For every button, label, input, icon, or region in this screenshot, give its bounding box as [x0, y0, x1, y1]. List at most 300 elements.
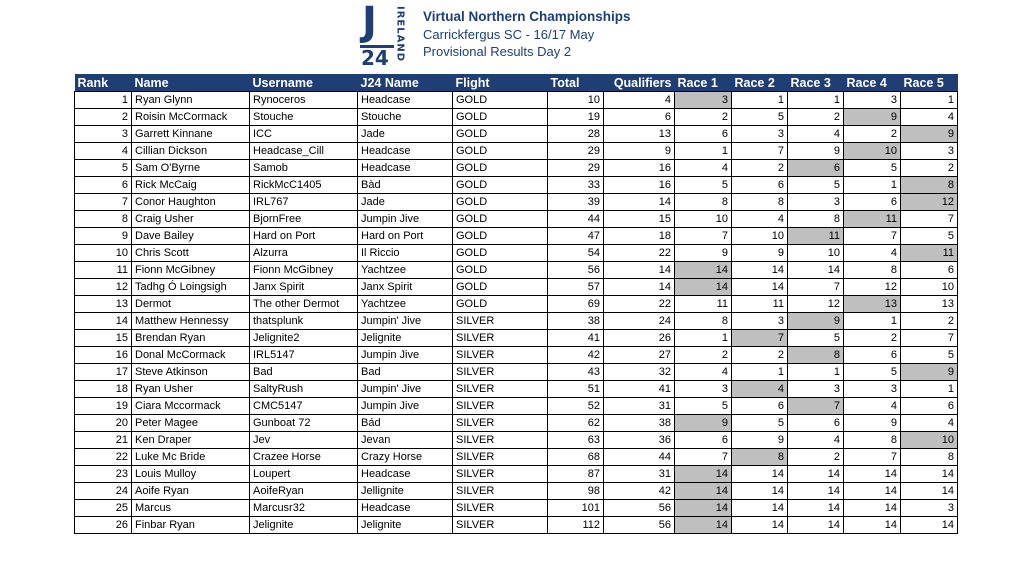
cell-flight: GOLD — [453, 194, 548, 211]
cell-rank: 8 — [75, 211, 132, 228]
cell-rank: 7 — [75, 194, 132, 211]
cell-rank: 25 — [75, 500, 132, 517]
cell-name: Garrett Kinnane — [132, 126, 250, 143]
cell-flight: SILVER — [453, 398, 548, 415]
cell-rank: 5 — [75, 160, 132, 177]
cell-race-1: 14 — [675, 262, 732, 279]
cell-race-4: 8 — [844, 262, 901, 279]
cell-flight: SILVER — [453, 449, 548, 466]
cell-race-3: 6 — [788, 160, 844, 177]
cell-flight: SILVER — [453, 432, 548, 449]
cell-race-5: 7 — [901, 330, 958, 347]
cell-race-5: 13 — [901, 296, 958, 313]
cell-qualifiers: 44 — [604, 449, 675, 466]
table-row — [75, 160, 958, 177]
cell-username: Loupert — [250, 466, 358, 483]
cell-race-1: 11 — [675, 296, 732, 313]
cell-name: Sam O'Byrne — [132, 160, 250, 177]
cell-name: Matthew Hennessy — [132, 313, 250, 330]
cell-rank: 21 — [75, 432, 132, 449]
cell-race-4: 7 — [844, 228, 901, 245]
cell-rank: 14 — [75, 313, 132, 330]
cell-username: ICC — [250, 126, 358, 143]
cell-qualifiers: 14 — [604, 279, 675, 296]
column-header-race-4: Race 4 — [844, 74, 901, 92]
column-header-flight: Flight — [453, 74, 548, 92]
cell-total: 56 — [548, 262, 604, 279]
cell-race-3: 11 — [788, 228, 844, 245]
cell-race-3: 2 — [788, 449, 844, 466]
cell-race-5: 4 — [901, 109, 958, 126]
cell-race-5: 2 — [901, 313, 958, 330]
cell-username: RickMcC1405 — [250, 177, 358, 194]
table-row — [75, 347, 958, 364]
cell-race-5: 8 — [901, 449, 958, 466]
cell-username: CMC5147 — [250, 398, 358, 415]
table-row — [75, 449, 958, 466]
column-header-race-2: Race 2 — [732, 74, 788, 92]
cell-race-1: 5 — [675, 398, 732, 415]
column-header-rank: Rank — [75, 74, 132, 92]
cell-name: Conor Haughton — [132, 194, 250, 211]
cell-race-2: 4 — [732, 381, 788, 398]
cell-rank: 22 — [75, 449, 132, 466]
cell-username: IRL767 — [250, 194, 358, 211]
cell-username: Bad — [250, 364, 358, 381]
cell-name: Ken Draper — [132, 432, 250, 449]
cell-rank: 1 — [75, 92, 132, 109]
table-row — [75, 296, 958, 313]
cell-race-4: 14 — [844, 517, 901, 534]
cell-j24-name: Yachtzee — [358, 262, 453, 279]
table-row — [75, 381, 958, 398]
cell-race-1: 14 — [675, 500, 732, 517]
cell-race-5: 6 — [901, 398, 958, 415]
cell-race-1: 4 — [675, 364, 732, 381]
cell-j24-name: Jellignite — [358, 483, 453, 500]
cell-flight: GOLD — [453, 143, 548, 160]
cell-flight: GOLD — [453, 279, 548, 296]
table-row — [75, 194, 958, 211]
cell-flight: SILVER — [453, 466, 548, 483]
table-row — [75, 92, 958, 109]
cell-race-1: 3 — [675, 381, 732, 398]
cell-race-4: 1 — [844, 313, 901, 330]
table-row — [75, 126, 958, 143]
cell-flight: GOLD — [453, 126, 548, 143]
cell-race-3: 14 — [788, 262, 844, 279]
cell-race-2: 5 — [732, 109, 788, 126]
cell-j24-name: Headcase — [358, 143, 453, 160]
cell-username: Hard on Port — [250, 228, 358, 245]
cell-race-3: 5 — [788, 177, 844, 194]
cell-name: Roisin McCormack — [132, 109, 250, 126]
cell-total: 69 — [548, 296, 604, 313]
cell-flight: GOLD — [453, 160, 548, 177]
cell-race-3: 3 — [788, 194, 844, 211]
cell-race-1: 14 — [675, 483, 732, 500]
cell-name: Peter Magee — [132, 415, 250, 432]
cell-race-5: 11 — [901, 245, 958, 262]
cell-race-4: 5 — [844, 160, 901, 177]
cell-race-1: 10 — [675, 211, 732, 228]
cell-race-4: 14 — [844, 483, 901, 500]
cell-race-5: 1 — [901, 92, 958, 109]
table-row — [75, 398, 958, 415]
cell-race-3: 1 — [788, 92, 844, 109]
logo-country: IRELAND — [394, 5, 406, 63]
cell-total: 51 — [548, 381, 604, 398]
cell-name: Craig Usher — [132, 211, 250, 228]
cell-race-2: 8 — [732, 194, 788, 211]
cell-username: AoifeRyan — [250, 483, 358, 500]
cell-race-4: 1 — [844, 177, 901, 194]
cell-username: Gunboat 72 — [250, 415, 358, 432]
cell-race-3: 10 — [788, 245, 844, 262]
cell-username: SaltyRush — [250, 381, 358, 398]
cell-race-3: 5 — [788, 330, 844, 347]
cell-total: 112 — [548, 517, 604, 534]
cell-race-5: 14 — [901, 466, 958, 483]
table-row — [75, 364, 958, 381]
cell-race-3: 2 — [788, 109, 844, 126]
cell-name: Finbar Ryan — [132, 517, 250, 534]
cell-username: Stouche — [250, 109, 358, 126]
cell-username: Janx Spirit — [250, 279, 358, 296]
column-header-name: Name — [132, 74, 250, 92]
cell-race-2: 2 — [732, 347, 788, 364]
cell-race-2: 6 — [732, 177, 788, 194]
cell-race-4: 10 — [844, 143, 901, 160]
cell-flight: GOLD — [453, 296, 548, 313]
cell-username: IRL5147 — [250, 347, 358, 364]
results-note: Provisional Results Day 2 — [423, 44, 572, 59]
cell-race-1: 7 — [675, 449, 732, 466]
cell-name: Dermot — [132, 296, 250, 313]
cell-race-2: 14 — [732, 500, 788, 517]
cell-race-5: 10 — [901, 279, 958, 296]
cell-total: 39 — [548, 194, 604, 211]
cell-j24-name: Yachtzee — [358, 296, 453, 313]
cell-race-2: 5 — [732, 415, 788, 432]
table-row — [75, 517, 958, 534]
cell-username: Jelignite2 — [250, 330, 358, 347]
cell-total: 47 — [548, 228, 604, 245]
cell-race-2: 14 — [732, 262, 788, 279]
cell-qualifiers: 22 — [604, 245, 675, 262]
cell-j24-name: Jelignite — [358, 517, 453, 534]
cell-race-5: 5 — [901, 347, 958, 364]
cell-j24-name: Hard on Port — [358, 228, 453, 245]
cell-race-3: 9 — [788, 313, 844, 330]
cell-total: 63 — [548, 432, 604, 449]
cell-rank: 18 — [75, 381, 132, 398]
cell-total: 62 — [548, 415, 604, 432]
cell-name: Luke Mc Bride — [132, 449, 250, 466]
cell-race-2: 14 — [732, 517, 788, 534]
cell-race-1: 7 — [675, 228, 732, 245]
cell-qualifiers: 24 — [604, 313, 675, 330]
cell-race-3: 4 — [788, 126, 844, 143]
cell-race-3: 14 — [788, 500, 844, 517]
cell-flight: SILVER — [453, 347, 548, 364]
cell-rank: 17 — [75, 364, 132, 381]
cell-race-1: 8 — [675, 313, 732, 330]
cell-race-5: 8 — [901, 177, 958, 194]
cell-qualifiers: 6 — [604, 109, 675, 126]
cell-j24-name: Jade — [358, 126, 453, 143]
cell-race-1: 9 — [675, 245, 732, 262]
cell-j24-name: Bad — [358, 364, 453, 381]
cell-total: 52 — [548, 398, 604, 415]
cell-total: 44 — [548, 211, 604, 228]
cell-name: Steve Atkinson — [132, 364, 250, 381]
table-row — [75, 432, 958, 449]
table-row — [75, 415, 958, 432]
cell-username: Marcusr32 — [250, 500, 358, 517]
cell-rank: 19 — [75, 398, 132, 415]
cell-rank: 9 — [75, 228, 132, 245]
cell-race-2: 8 — [732, 449, 788, 466]
cell-j24-name: Jade — [358, 194, 453, 211]
cell-race-3: 14 — [788, 483, 844, 500]
cell-j24-name: Stouche — [358, 109, 453, 126]
event-title: Virtual Northern Championships — [423, 9, 631, 24]
cell-j24-name: Janx Spirit — [358, 279, 453, 296]
cell-race-2: 2 — [732, 160, 788, 177]
cell-flight: SILVER — [453, 517, 548, 534]
logo-letter: J — [362, 0, 377, 45]
cell-race-4: 11 — [844, 211, 901, 228]
cell-qualifiers: 36 — [604, 432, 675, 449]
cell-j24-name: Jumpin' Jive — [358, 381, 453, 398]
cell-rank: 12 — [75, 279, 132, 296]
cell-race-2: 7 — [732, 143, 788, 160]
cell-race-3: 4 — [788, 432, 844, 449]
cell-j24-name: Jumpin Jive — [358, 398, 453, 415]
cell-name: Tadhg Ó Loingsigh — [132, 279, 250, 296]
cell-race-5: 3 — [901, 500, 958, 517]
cell-qualifiers: 42 — [604, 483, 675, 500]
cell-race-2: 10 — [732, 228, 788, 245]
cell-rank: 10 — [75, 245, 132, 262]
cell-name: Louis Mulloy — [132, 466, 250, 483]
cell-race-3: 7 — [788, 398, 844, 415]
cell-race-3: 1 — [788, 364, 844, 381]
cell-race-2: 6 — [732, 398, 788, 415]
cell-race-4: 14 — [844, 466, 901, 483]
cell-name: Donal McCormack — [132, 347, 250, 364]
cell-race-4: 14 — [844, 500, 901, 517]
cell-flight: SILVER — [453, 415, 548, 432]
table-row — [75, 279, 958, 296]
cell-race-3: 12 — [788, 296, 844, 313]
cell-race-3: 3 — [788, 381, 844, 398]
cell-race-1: 14 — [675, 466, 732, 483]
cell-j24-name: Headcase — [358, 500, 453, 517]
cell-username: Samob — [250, 160, 358, 177]
cell-username: Fionn McGibney — [250, 262, 358, 279]
cell-race-5: 4 — [901, 415, 958, 432]
cell-name: Ryan Glynn — [132, 92, 250, 109]
cell-race-1: 3 — [675, 92, 732, 109]
cell-total: 19 — [548, 109, 604, 126]
cell-flight: GOLD — [453, 228, 548, 245]
table-row — [75, 143, 958, 160]
cell-name: Dave Bailey — [132, 228, 250, 245]
cell-race-3: 9 — [788, 143, 844, 160]
cell-name: Cillian Dickson — [132, 143, 250, 160]
column-header-qualifiers: Qualifiers — [604, 74, 675, 92]
column-header-username: Username — [250, 74, 358, 92]
cell-j24-name: Il Riccio — [358, 245, 453, 262]
cell-race-5: 14 — [901, 483, 958, 500]
cell-j24-name: Bàd — [358, 177, 453, 194]
table-row — [75, 313, 958, 330]
cell-race-2: 4 — [732, 211, 788, 228]
cell-name: Chris Scott — [132, 245, 250, 262]
cell-qualifiers: 16 — [604, 160, 675, 177]
cell-qualifiers: 27 — [604, 347, 675, 364]
cell-username: Headcase_Cill — [250, 143, 358, 160]
cell-race-5: 14 — [901, 517, 958, 534]
cell-username: The other Dermot — [250, 296, 358, 313]
cell-race-1: 2 — [675, 347, 732, 364]
cell-total: 87 — [548, 466, 604, 483]
cell-race-1: 6 — [675, 126, 732, 143]
cell-total: 42 — [548, 347, 604, 364]
cell-total: 98 — [548, 483, 604, 500]
cell-race-1: 1 — [675, 143, 732, 160]
cell-race-4: 7 — [844, 449, 901, 466]
table-row — [75, 177, 958, 194]
cell-race-4: 9 — [844, 109, 901, 126]
cell-qualifiers: 41 — [604, 381, 675, 398]
j24-ireland-logo — [358, 0, 410, 70]
cell-race-5: 7 — [901, 211, 958, 228]
cell-race-4: 3 — [844, 92, 901, 109]
cell-j24-name: Jelignite — [358, 330, 453, 347]
cell-race-4: 4 — [844, 245, 901, 262]
cell-j24-name: Jumpin Jive — [358, 347, 453, 364]
table-row — [75, 483, 958, 500]
cell-rank: 13 — [75, 296, 132, 313]
cell-race-4: 13 — [844, 296, 901, 313]
cell-race-5: 12 — [901, 194, 958, 211]
cell-race-3: 8 — [788, 347, 844, 364]
cell-flight: GOLD — [453, 109, 548, 126]
column-header-total: Total — [548, 74, 604, 92]
table-row — [75, 466, 958, 483]
cell-total: 29 — [548, 160, 604, 177]
cell-rank: 4 — [75, 143, 132, 160]
cell-name: Aoife Ryan — [132, 483, 250, 500]
cell-race-1: 1 — [675, 330, 732, 347]
cell-flight: GOLD — [453, 177, 548, 194]
cell-race-4: 6 — [844, 194, 901, 211]
cell-total: 28 — [548, 126, 604, 143]
cell-qualifiers: 56 — [604, 517, 675, 534]
cell-username: Jev — [250, 432, 358, 449]
cell-qualifiers: 38 — [604, 415, 675, 432]
cell-race-1: 2 — [675, 109, 732, 126]
cell-rank: 26 — [75, 517, 132, 534]
cell-name: Ciara Mccormack — [132, 398, 250, 415]
cell-race-1: 4 — [675, 160, 732, 177]
cell-total: 43 — [548, 364, 604, 381]
cell-j24-name: Crazy Horse — [358, 449, 453, 466]
cell-race-2: 1 — [732, 92, 788, 109]
cell-race-5: 10 — [901, 432, 958, 449]
cell-j24-name: Bád — [358, 415, 453, 432]
cell-race-4: 5 — [844, 364, 901, 381]
cell-name: Fionn McGibney — [132, 262, 250, 279]
cell-race-1: 14 — [675, 517, 732, 534]
cell-total: 10 — [548, 92, 604, 109]
cell-race-2: 1 — [732, 364, 788, 381]
cell-qualifiers: 14 — [604, 262, 675, 279]
cell-race-5: 3 — [901, 143, 958, 160]
cell-name: Rick McCaig — [132, 177, 250, 194]
cell-total: 41 — [548, 330, 604, 347]
cell-username: Alzurra — [250, 245, 358, 262]
table-row — [75, 500, 958, 517]
cell-race-4: 8 — [844, 432, 901, 449]
cell-flight: GOLD — [453, 262, 548, 279]
cell-race-4: 2 — [844, 330, 901, 347]
cell-race-1: 14 — [675, 279, 732, 296]
cell-total: 29 — [548, 143, 604, 160]
cell-flight: GOLD — [453, 211, 548, 228]
cell-j24-name: Jumpin Jive — [358, 211, 453, 228]
cell-race-5: 2 — [901, 160, 958, 177]
cell-race-5: 5 — [901, 228, 958, 245]
cell-race-1: 9 — [675, 415, 732, 432]
cell-j24-name: Headcase — [358, 92, 453, 109]
cell-race-1: 5 — [675, 177, 732, 194]
cell-race-3: 8 — [788, 211, 844, 228]
cell-race-4: 12 — [844, 279, 901, 296]
cell-qualifiers: 4 — [604, 92, 675, 109]
cell-j24-name: Jevan — [358, 432, 453, 449]
cell-qualifiers: 16 — [604, 177, 675, 194]
cell-race-3: 7 — [788, 279, 844, 296]
cell-total: 33 — [548, 177, 604, 194]
cell-flight: SILVER — [453, 483, 548, 500]
cell-qualifiers: 31 — [604, 466, 675, 483]
cell-total: 38 — [548, 313, 604, 330]
cell-username: Jelignite — [250, 517, 358, 534]
logo-number: 24 — [361, 46, 389, 70]
cell-race-5: 1 — [901, 381, 958, 398]
cell-flight: GOLD — [453, 245, 548, 262]
cell-username: Crazee Horse — [250, 449, 358, 466]
cell-race-3: 6 — [788, 415, 844, 432]
cell-name: Marcus — [132, 500, 250, 517]
cell-flight: SILVER — [453, 381, 548, 398]
cell-total: 68 — [548, 449, 604, 466]
cell-qualifiers: 26 — [604, 330, 675, 347]
cell-rank: 23 — [75, 466, 132, 483]
cell-race-5: 9 — [901, 364, 958, 381]
cell-total: 101 — [548, 500, 604, 517]
cell-race-2: 14 — [732, 466, 788, 483]
table-row — [75, 211, 958, 228]
cell-race-2: 3 — [732, 313, 788, 330]
cell-rank: 2 — [75, 109, 132, 126]
column-header-race-3: Race 3 — [788, 74, 844, 92]
cell-rank: 15 — [75, 330, 132, 347]
